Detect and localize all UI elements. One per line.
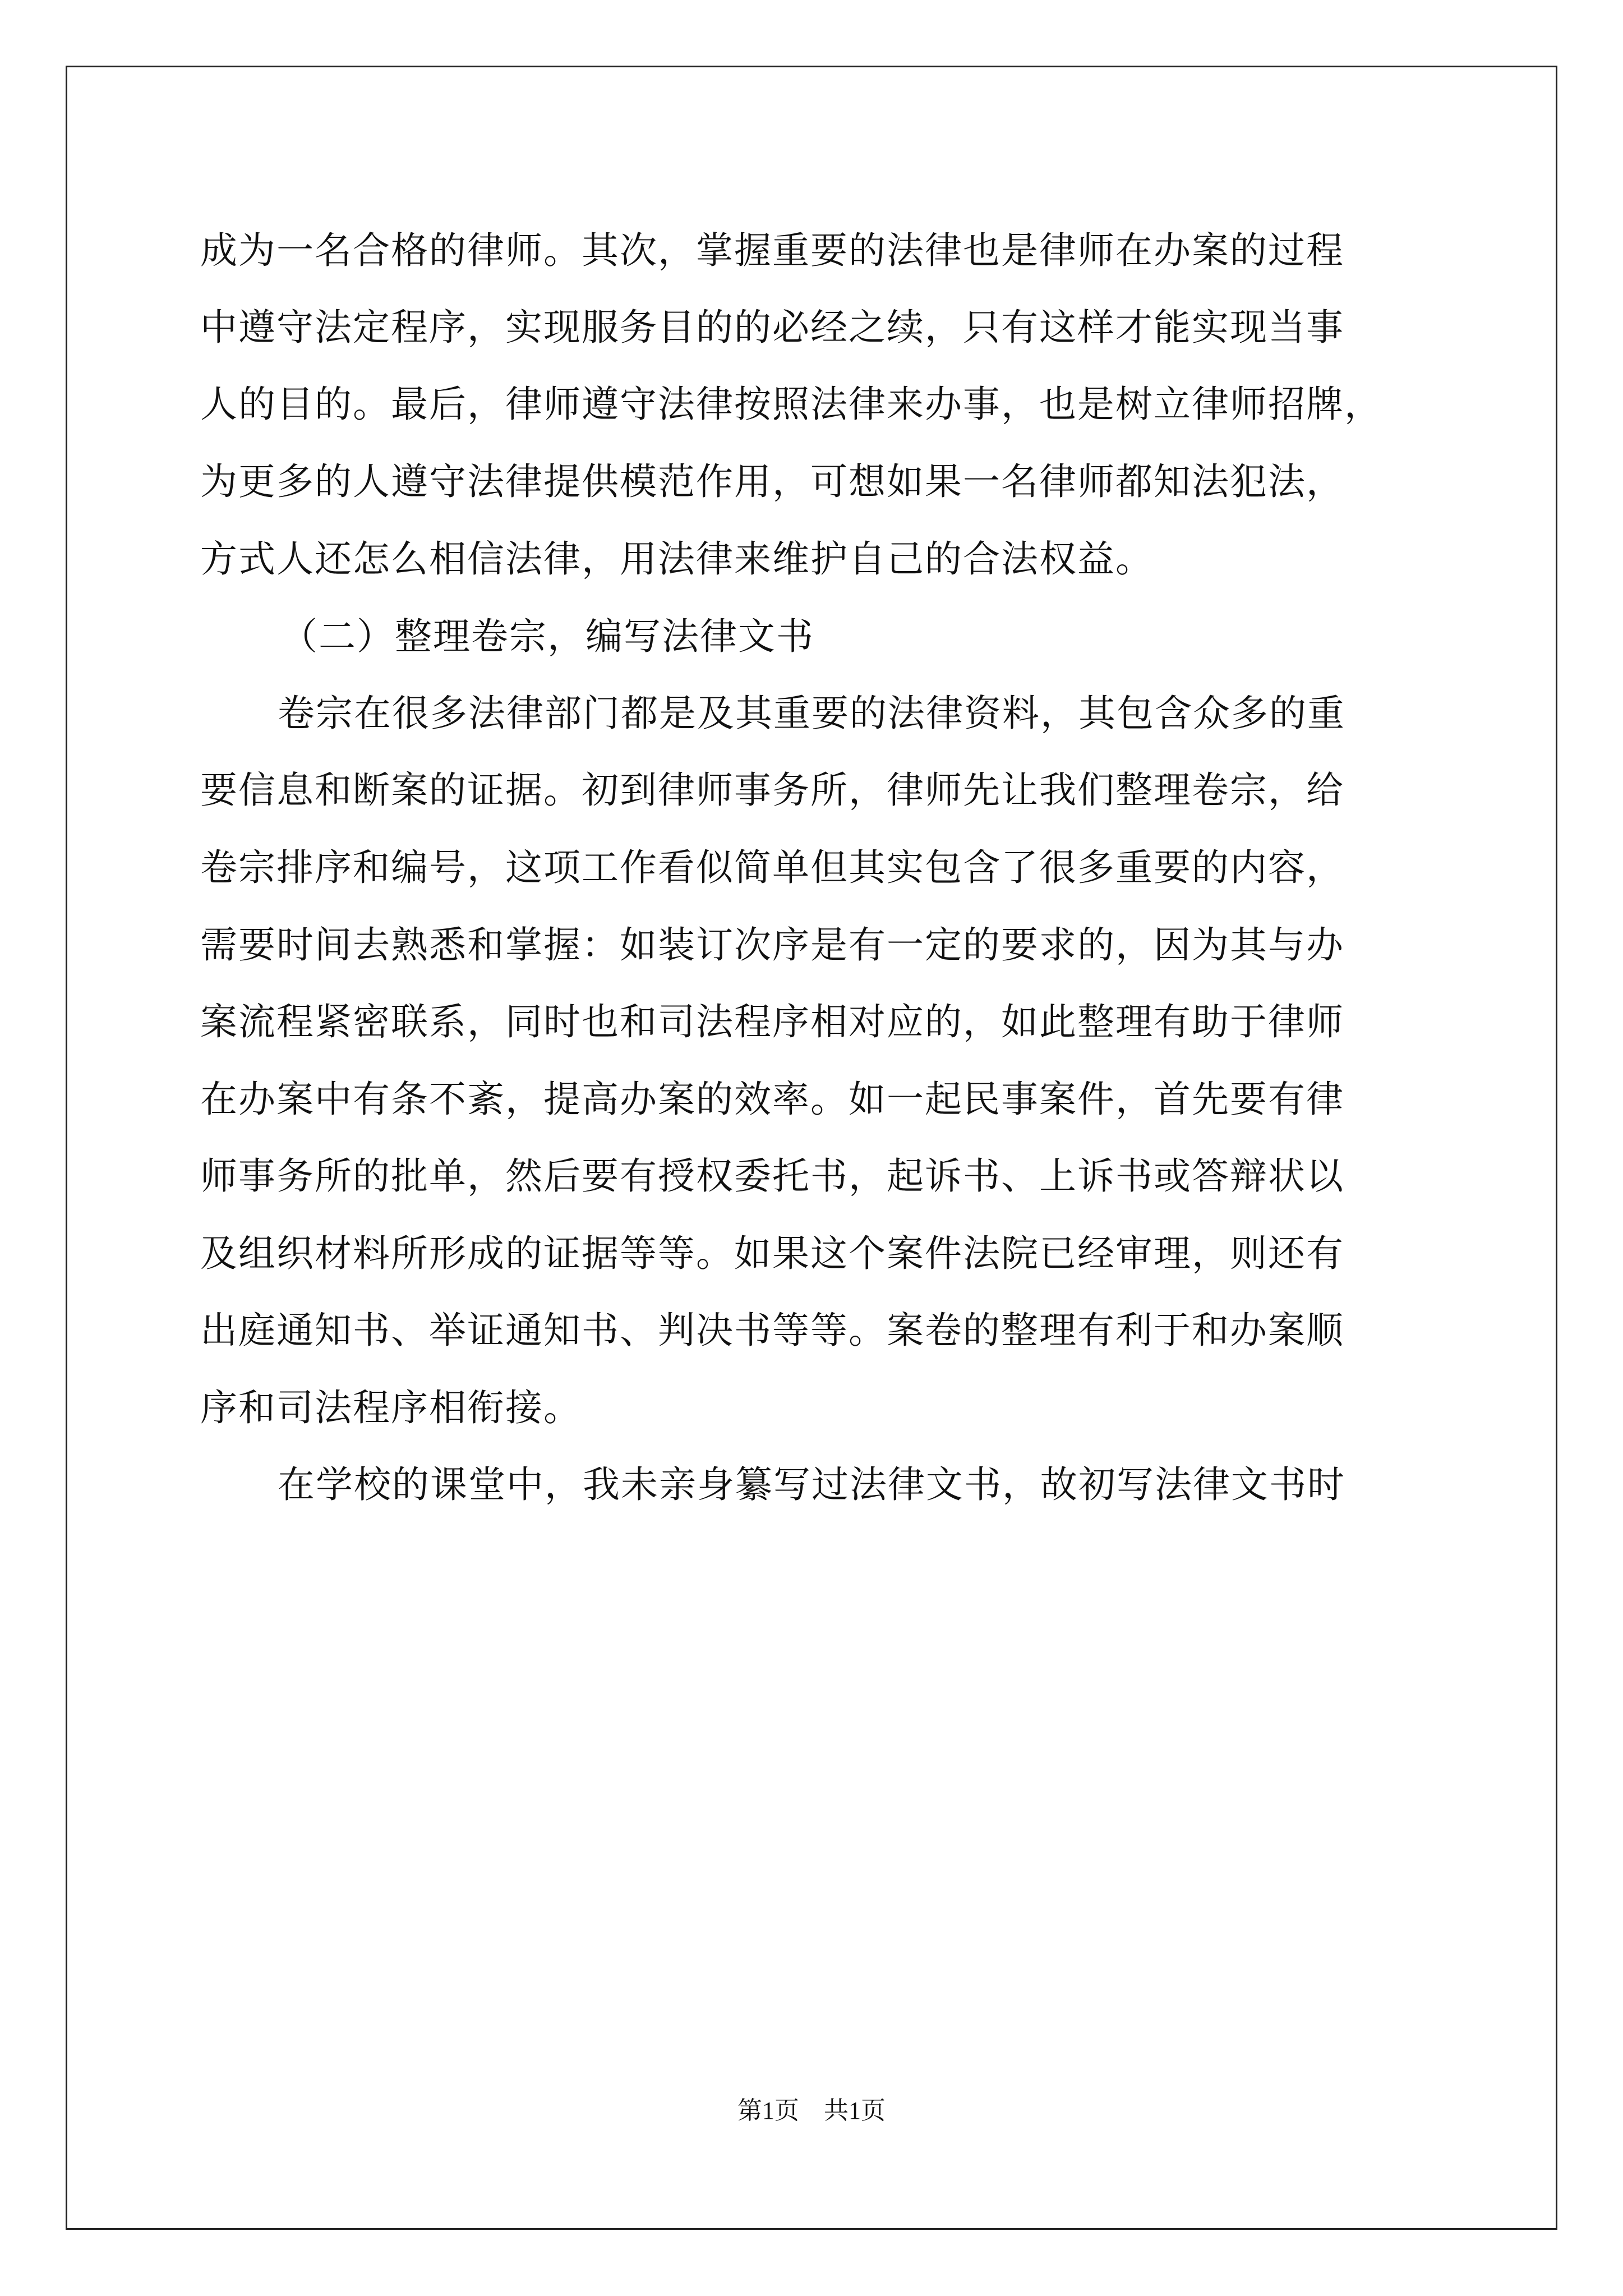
paragraph-line: 需要时间去熟悉和掌握：如装订次序是有一定的要求的，因为其与办 [200,923,1344,967]
paragraph-line: 卷宗排序和编号，这项工作看似简单但其实包含了很多重要的内容， [200,846,1344,889]
paragraph-line: 在学校的课堂中，我未亲身纂写过法律文书，故初写法律文书时 [278,1463,1345,1506]
paragraph-line: 出庭通知书、举证通知书、判决书等等。案卷的整理有利于和办案顺 [200,1309,1344,1352]
paragraph-line: 为更多的人遵守法律提供模范作用，可想如果一名律师都知法犯法， [200,460,1344,503]
paragraph-line: 中遵守法定程序，实现服务目的的必经之续，只有这样才能实现当事 [200,306,1344,349]
page-footer: 第1页 共1页 [737,2097,886,2124]
paragraph-line: 序和司法程序相衔接。 [200,1386,582,1429]
paragraph-line: 方式人还怎么相信法律，用法律来维护自己的合法权益。 [200,537,1154,581]
paragraph-line: 及组织材料所形成的证据等等。如果这个案件法院已经审理，则还有 [200,1232,1344,1275]
paragraph-line: 要信息和断案的证据。初到律师事务所，律师先让我们整理卷宗，给 [200,769,1344,812]
paragraph-line: 卷宗在很多法律部门都是及其重要的法律资料，其包含众多的重 [278,692,1345,735]
paragraph-line: 成为一名合格的律师。其次，掌握重要的法律也是律师在办案的过程 [200,229,1344,272]
paragraph-line: 人的目的。最后，律师遵守法律按照法律来办事，也是树立律师招牌， [200,383,1382,426]
paragraph-line: 师事务所的批单，然后要有授权委托书，起诉书、上诉书或答辩状以 [200,1154,1344,1198]
paragraph-line: 案流程紧密联系，同时也和司法程序相对应的，如此整理有助于律师 [200,1000,1344,1043]
section-heading: （二）整理卷宗，编写法律文书 [280,615,814,658]
paragraph-line: 在办案中有条不紊，提高办案的效率。如一起民事案件，首先要有律 [200,1078,1344,1121]
